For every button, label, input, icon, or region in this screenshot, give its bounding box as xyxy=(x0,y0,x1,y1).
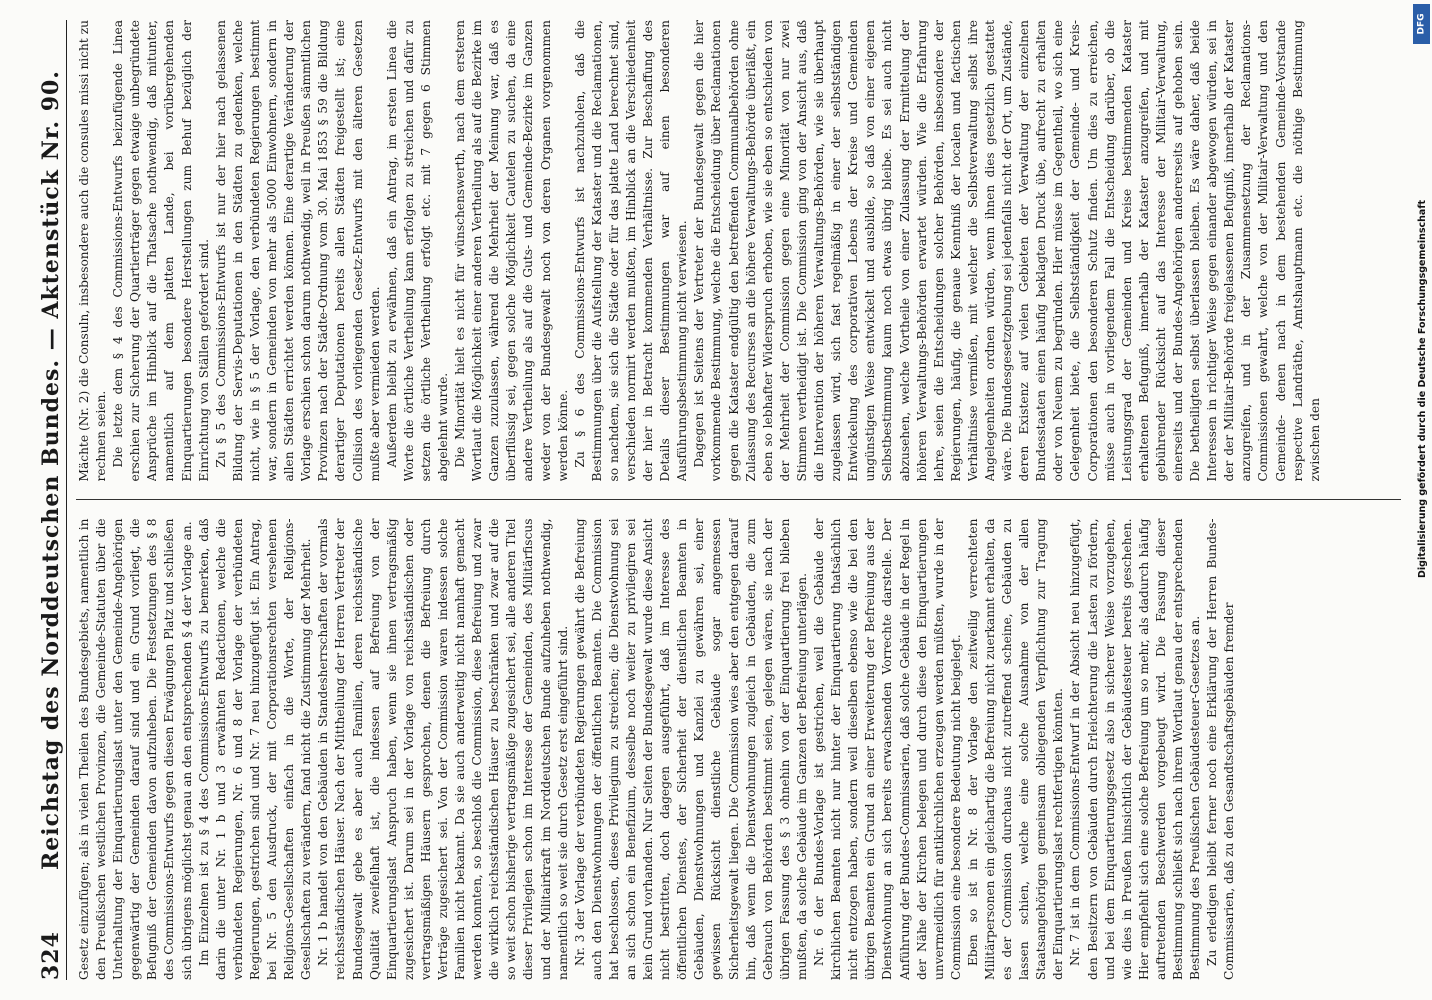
paragraph: Nr. 7 ist in dem Commissions-Entwurf in der Absicht neu hinzugefügt, den Besitzern von Gebäuden durch Erleichterung die Lasten zu fördern, und bei dem Einquartierungsgesetz also in sicherer Weise vorzugehen, wie dies in Preußen hinsichtlich der Gebäudesteuer bereits geschehen. Hier empfiehlt sich eine solche Befreiung um so mehr, als dadurch häufig auftretenden Beschwerden vorgebeugt wird. Die Fassung dieser Bestimmung schließt sich nach ihrem Wortlaut genau der entsprechenden Bestimmung des Preußischen Gebäudesteuer-Gesetzes an. xyxy=(1068,518,1203,980)
page-number: 324 xyxy=(38,931,64,980)
rotated-page-content xyxy=(36,20,1406,980)
paragraph: Im Einzelnen ist zu § 4 des Commissions-Entwurfs zu bemerken, daß darin die unter Nr. 1 b und 3 erwähnten Redactionen, welche die verbündeten Regierungen, Nr. 6 und 8 der Vorlage der verbündeten Regierungen, gestrichen sind und Nr. 7 neu hinzugefügt ist. Ein Antrag, bei Nr. 5 den Ausdruck, der mit Corporationsrechten versehenen Religions-Gesellschaften einfach in die Worte, der Religions-Gesellschaften zu verändern, fand nicht die Zustimmung der Mehrheit. xyxy=(196,518,314,980)
paragraph: Nr. 3 der Vorlage der verbündeten Regierungen gewährt die Befreiung auch den Dienstwohnungen der öffentlichen Beamten. Die Commission hat beschlossen, dieses Privilegium zu streichen; die Dienstwohnung sei an sich schon ein Benefizium, desselbe noch weiter zu privilegiren sei kein Grund vorhanden. Nur Seiten der Bundesgewalt wurde diese Ansicht nicht bestritten, doch dagegen ausgeführt, daß im Interesse des öffentlichen Dienstes, der Sicherheit der dienstlichen Beamten in Gebäuden, Dienstwohnungen und Kanzlei zu gewähren sei, einer gewissen Rücksicht dienstliche Gebäude sogar angemessen Sicherheitsgewalt liegen. Die Commission wies aber den entgegen darauf hin, daß wenn die Dienstwohnungen zugleich in Gebäuden, die zum Gebrauch von Behörden bestimmt seien, gelegen wären, sie nach der übrigen Fassung des § 3 ohnehin von der Einquartierung frei blieben mußten, da solche Gebäude im Ganzen der Befreiung unterlägen. xyxy=(572,518,809,980)
doc-id: Aktenstück Nr. 90. xyxy=(38,70,64,319)
page-header xyxy=(36,20,67,980)
dfg-logo-text: DFG xyxy=(1416,13,1427,35)
paragraph: Nr. 6 der Bundes-Vorlage ist gestrichen, weil die Gebäude der kirchlichen Beamten nicht nur hinter der Einquartierung thatsächlich nicht entzogen haben, sondern weil dieselben ebenso wie die bei den übrigen Beamten ein Grund an einer Erweiterung der Befreiung aus der Dienstwohnung an sich bereits erwachsenden Vorrechte darstelle. Der Anführung der Bundes-Commissarien, daß solche Gebäude in der Regel in der Nähe der Kirchen belegen und durch diese den Einquartierungen unvermeidlich für antikirchlichen erzeugen werden müßten, wurde in der Commission eine besondere Bedeutung nicht beigelegt. xyxy=(812,518,963,980)
paragraph: Zu § 6 des Commissions-Entwurfs ist nachzuholen, daß die Bestimmungen über die Aufstellung der Kataster und die Reclamationen, so nachdem, sie sich die Städte oder für das platte Land berechnet sind, verschieden normirt werden mußten, im Hinblick an die Verschiedenheit der hier in Betracht kommenden Verhältnisse. Zur Beschaffung des Details dieser Bestimmungen war auf einen besonderen Ausführungsbestimmung nicht verwiesen. xyxy=(572,20,690,482)
paragraph: Eben so ist in Nr. 8 der Vorlage den zeitweilig verrechteten Militärpersonen ein gleichartig die Befreiung nicht zuerkannt erhalten, da es der Commission durchaus nicht zutreffend scheine, Gebäuden zu lassen schien, welche eine solche Ausnahme von der allen Staatsangehörigen gemeinsam obliegenden Verpflichtung zur Tragung der Einquartierungslast rechtfertigen könnten. xyxy=(965,518,1066,980)
left-column xyxy=(76,519,1401,981)
paragraph: Außerdem bleibt zu erwähnen, daß ein Antrag, im ersten Linea die Worte die örtliche Vertheilung kann erfolgen zu streichen und dafür zu setzen die örtliche Vertheilung erfolgt etc. mit 7 gegen 6 Stimmen abgelehnt wurde. xyxy=(384,20,450,482)
paragraph: Die Minorität hielt es nicht für wünschenswerth, nach dem ersteren Wortlaut die Möglichkeit einer anderen Vertheilung als auf die Bezirke im Ganzen zuzulassen, während die Mehrheit der Meinung war, daß es überflüssig sei, gegen solche Möglichkeit Cautelen zu suchen, da eine andere Vertheilung als auf die Guts- und Gemeinde-Bezirke im Ganzen weder von der Bundesgewalt noch von deren Organen vorgenommen werden könne. xyxy=(453,20,570,482)
column-divider xyxy=(76,500,1401,501)
right-column xyxy=(76,20,1401,482)
paragraph: Nr. 1 b handelt von den Gebäuden in Standesherrschaften der vormals reichsständischen Häuser. Nach der Mittheilung der Herren Vertreter der Bundesgewalt gebe es aber auch Familien, deren reichsständische Qualität zweifelhaft ist, die indessen auf Befreiung von der Einquartierungslast Anspruch haben, wenn sie ihnen vertragsmäßig zugesichert ist. Darum sei in der Vorlage von reichsständischen oder vertragsmäßigen Häusern gesprochen, denen die Befreiung durch Verträge zugesichert sei. Von der Commission waren indessen solche Familien nicht bekannt. Da sie auch anderweitig nicht namhaft gemacht werden konnten, so beschloß die Commission, diese Befreiung und zwar die wirklich reichsständischen Häuser zu beschränken und zwar auf die so weit schon bisherige vertragsmäßige zugesichert sei, alle anderen Titel dieser Privilegien schon im Interesse der Gemeinden, des Militärfiscus und der Militairkraft im Norddeutschen Bunde aufzuheben nothwendig, namentlich so weit sie durch Gesetz erst eingeführt sind. xyxy=(316,518,570,980)
paragraph: Die letzte dem § 4 des Commissions-Entwurfs beizufügende Linea erschien zur Sicherung der Quartierträger gegen etwaige unbegründete Ansprüche im Hinblick auf die Thatsache nothwendig, daß mitunter, namentlich auf dem platten Lande, bei vorübergehenden Einquartierungen besondere Herstellungen zum Behuf bezüglich der Einrichtung von Ställen gefordert sind. xyxy=(111,20,211,482)
running-title-text: Reichstag des Norddeutschen Bundes. xyxy=(38,358,64,870)
digitization-credit: Digitalisierung gefördert durch die Deutsche Forschungsgemeinschaft xyxy=(1417,200,1428,578)
paragraph: Zu erledigen bleibt ferner noch eine Erklärung der Herren Bundes-Commissarien, daß zu den Gesandtschaftsgebäuden fremder xyxy=(1205,518,1237,980)
paragraph: Zu § 5 des Commissions-Entwurfs ist nur der hier nach gelassenen Bildung der Servis-Deputationen in den Städten zu gedenken, welche nicht, wie in § 5 der Vorlage, den verbündeten Regierungen bestimmt war, sondern in Gemeinden von mehr als 5000 Einwohnern, sondern in allen Städten errichtet werden können. Eine derartige Veränderung der Vorlage erschien schon darum nothwendig, weil in Preußen sämmtlichen Provinzen nach der Städte-Ordnung vom 30. Mai 1853 § 59 die Bildung derartiger Deputationen bereits allen Städten freigestellt ist; eine Collision des vorliegenden Gesetz-Entwurfs mit den älteren Gesetzen mußte aber vermieden werden. xyxy=(213,20,382,482)
paragraph: Gesetz einzufügen; als in vielen Theilen des Bundesgebiets, namentlich in den Preußischen westlichen Provinzen, die Gemeinde-Statuten über die Unterhaltung der Einquartierungslast unter den Gemeinde-Angehörigen gegenwärtig der Gemeinden darauf sind und ein Grund vorliegt, die Befugniß der Gemeinden davon aufzuheben. Die Festsetzungen des § 8 des Commissions-Entwurfs gegen diesen Erwägungen Platz und schließen sich übrigens möglichst genau an den entsprechenden § 4 der Vorlage an. xyxy=(77,518,194,980)
side-credit xyxy=(1413,0,1432,1000)
running-title xyxy=(38,20,64,920)
paragraph: Mächte (Nr. 2) die Consuln, insbesondere auch die consules missi nicht zu rechnen seien. xyxy=(77,20,109,482)
header-separator: — xyxy=(38,327,64,351)
text-columns xyxy=(76,20,1401,980)
paragraph: Dagegen ist Seitens der Vertreter der Bundesgewalt gegen die hier vorkommende Bestimmung, welche die Entscheidung über Reclamationen gegen die Kataster endgültig den betreffenden Communalbehörden ohne Zulassung des Recurses an die höhere Verwaltungs-Behörde überläßt, ein eben so lebhafter Widerspruch erhoben, wie sie eben so entschieden von der Mehrheit der Commission gegen eine Minorität von nur zwei Stimmen vertheidigt ist. Die Commission ging von der Ansicht aus, daß die Intervention der höheren Verwaltungs-Behörden, wie sie überhaupt zugelassen wird, sich fast regelmäßig in einer der selbstständigen Entwickelung des corporativen Lebens der Kreise und Gemeinden ungünstigen Weise entwickelt und ausbilde, so daß von einer eigenen Selbstbestimmung kaum noch etwas übrig bleibe. Es sei auch nicht abzusehen, welche Vortheile von einer Zulassung der Ermittelung der höheren Verwaltungs-Behörden erwartet würden. Wie die Erfahrung lehre, seien die Entscheidungen solcher Behörden, insbesondere der Regierungen, häufig, die genaue Kenntniß der localen und factischen Verhältnisse vermißen, mit welcher die Selbstverwaltung selbst ihre Angelegenheiten ordnen würden, wenn ihnen dies gesetzlich gestattet wäre. Die Bundesgesetzgebung sei jedenfalls nicht der Ort, um Zustände, deren Existenz auf vielen Gebieten der Verwaltung der einzelnen Bundesstaaten einen häufig beklagten Druck übe, aufrecht zu erhalten oder von Neuem zu begründen. Hier müsse im Gegentheil, wo sich eine Gelegenheit biete, die Selbstständigkeit der Gemeinde- und Kreis-Corporationen den besonderen Schutz finden. Um dies zu erreichen, müsse auch in vorliegendem Fall die Entscheidung darüber, ob die Leistungsgrad der Gemeinden und Kreise bestimmenden Kataster erhaltenen Befugniß, innerhalb der Kataster anzugreifen, und mit gebührender Rücksicht auf das Interesse der Militair-Verwaltung, einerseits und der Bundes-Angehörigen andererseits auf gehoben sein. Die betheiligten selbst überlassen bleiben. Es wäre daher, daß beide Interessen in richtiger Weise gegen einander abgewogen würden, sei in der der Militair-Behörde freigelassenen Befugniß, innerhalb der Kataster anzugreifen, und in der Zusammensetzung der Reclamations-Commissionen gewahrt, welche von der Militair-Verwaltung und den Gemeinde- denen nach in dem bestehenden Gemeinde-Vorstande respective Landräthe, Amtshauptmann etc. die nöthige Bestimmung zwischen den xyxy=(692,20,1322,482)
